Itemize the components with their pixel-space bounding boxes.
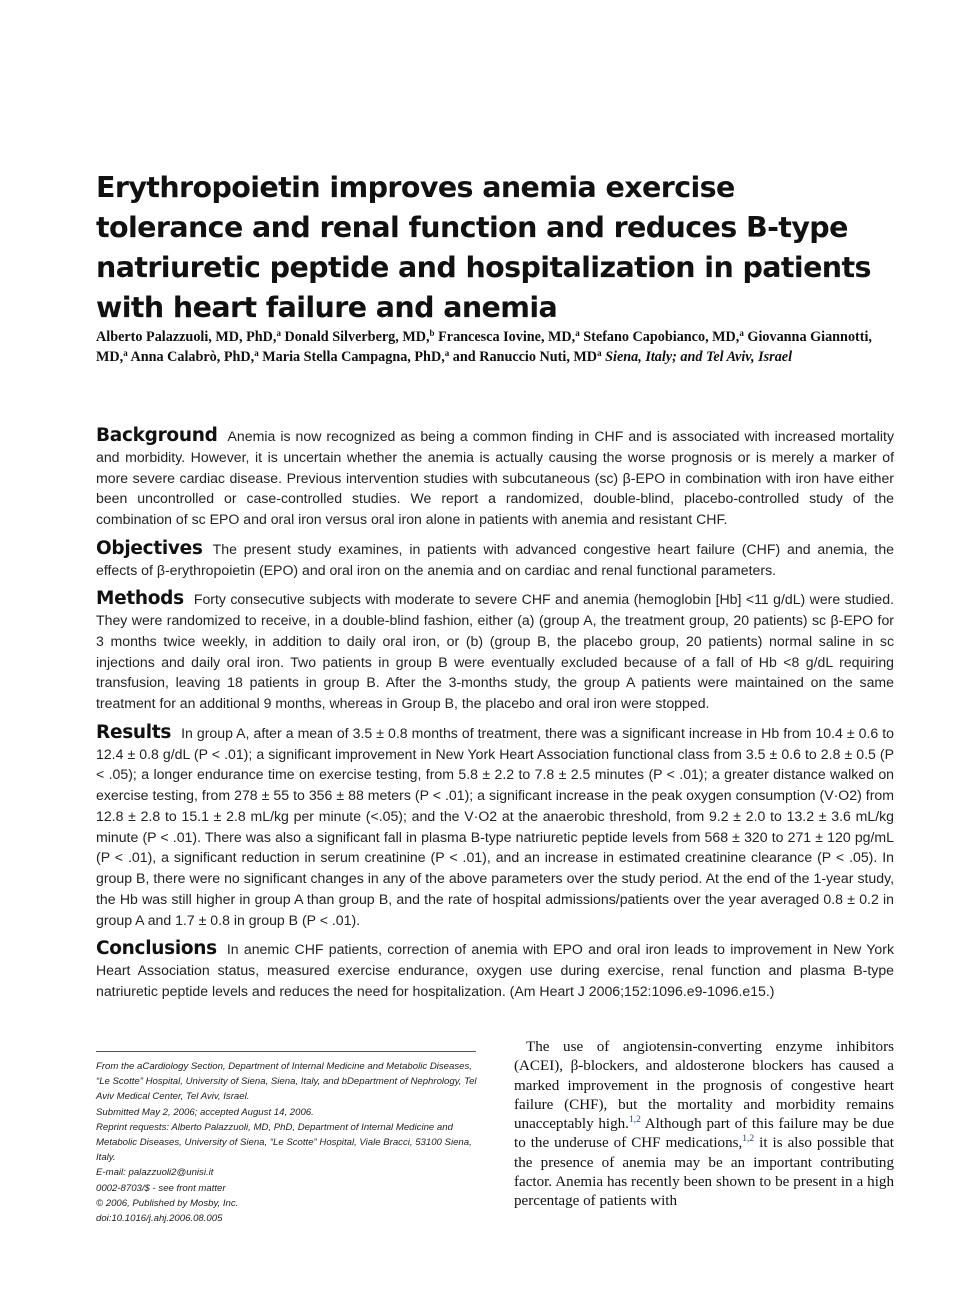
author: Stefano Capobianco, MD, xyxy=(583,329,740,345)
footnote-email: E-mail: palazzuoli2@unisi.it xyxy=(96,1167,214,1179)
affiliation-mark: a xyxy=(254,347,259,358)
author-list xyxy=(96,328,906,367)
affiliation-mark: b xyxy=(429,328,435,338)
affiliation-mark: a xyxy=(276,328,281,338)
intro-paragraph xyxy=(514,1038,894,1212)
section-heading: Objectives xyxy=(96,537,203,559)
intro-text: Although part of this failure may be due to the underuse of CHF medications, xyxy=(514,1116,895,1152)
footnote-copyright: © 2006, Published by Mosby, Inc. xyxy=(96,1197,239,1209)
footnote-divider xyxy=(96,1051,476,1052)
section-text: In anemic CHF patients, correction of anemia with EPO and oral iron leads to improvement in New York Heart Association status, measured exercise endurance, oxygen use during exercise, renal function and plasma B-type natriuretic peptide levels and reduces the need for hospitalization. (Am Heart J 2006;152:1096.e9-1096.e15.) xyxy=(96,941,894,999)
footnote-affiliations: From the aCardiology Section, Department of Internal Medicine and Metabolic Diseases, “Le Scotte” Hospital, University of Siena, Siena, Italy, and bDepartment of Nephrology, Tel Aviv Medical Center, Tel Aviv, Israel. xyxy=(96,1061,477,1103)
intro-text: The use of angiotensin-converting enzyme inhibitors (ACEI), β-blockers, and aldosterone blockers has caused a marked improvement in the prognosis of congestive heart failure (CHF), but the mortality and morbidity remains unacceptably high. xyxy=(514,1039,894,1133)
author: Maria Stella Campagna, PhD, xyxy=(262,348,445,365)
author: Anna Calabrò, PhD, xyxy=(130,348,255,365)
affiliation-mark: a xyxy=(739,328,744,338)
section-heading: Background xyxy=(96,425,218,446)
affiliation-mark: a xyxy=(597,347,602,358)
affiliation-mark: a xyxy=(575,328,580,338)
section-text: In group A, after a mean of 3.5 ± 0.8 months of treatment, there was a significant increase in Hb from 10.4 ± 0.6 to 12.4 ± 0.8 g/dL (P < .01); a significant improvement in New York Heart Association functional class from 3.5 ± 0.6 to 2.8 ± 0.5 (P < .05); a longer endurance time on exercise testing, from 5.8 ± 2.2 to 7.8 ± 2.5 minutes (P < .01); a greater distance walked on exercise testing, from 278 ± 55 to 356 ± 88 meters (P < .01); a significant increase in the peak oxygen consumption (V·O2) from 12.8 ± 2.8 to 15.1 ± 2.8 mL/kg per minute (<.05); and the V·O2 at the anaerobic threshold, from 9.2 ± 2.0 to 13.2 ± 3.6 mL/kg minute (P < .01). There was also a significant fall in plasma B-type natriuretic peptide levels from 568 ± 320 to 271 ± 120 pg/mL (P < .01), a significant reduction in serum creatinine (P < .01), and an increase in estimated creatinine clearance (P < .05). In group B, there were no significant changes in any of the above parameters over the study period. At the end of the 1-year study, the Hb was still higher in group A than group B, and the rate of hospital admissions/patients over the year averaged 0.8 ± 0.2 in group A and 1.7 ± 0.8 in group B (P < .01). xyxy=(96,724,894,928)
affiliation-mark: a xyxy=(444,347,450,358)
article-title: Erythropoietin improves anemia exercise tolerance and renal function and reduces B-type natriuretic peptide and hospitalization in patients with heart failure and anemia xyxy=(96,171,871,324)
abstract-methods xyxy=(96,589,894,714)
section-text: Anemia is now recognized as being a common finding in CHF and is associated with increased mortality and morbidity. However, it is uncertain whether the anemia is actually causing the worse prognosis or is merely a marker of more severe cardiac disease. Previous intervention studies with subcutaneous (sc) β-EPO in combination with iron have either been uncontrolled or case-controlled studies. We report a randomized, double-blind, placebo-controlled study of the combination of sc EPO and oral iron versus oral iron alone in patients with anemia and resistant CHF. xyxy=(96,428,894,527)
author: and Ranuccio Nuti, MD xyxy=(452,348,598,365)
footnote-dates: Submitted May 2, 2006; accepted August 14, 2006. xyxy=(96,1106,314,1118)
author: Donald Silverberg, MD, xyxy=(284,329,430,345)
abstract xyxy=(96,426,894,1011)
abstract-conclusions xyxy=(96,939,894,1001)
author: Francesca Iovine, MD, xyxy=(438,329,576,345)
abstract-objectives xyxy=(96,539,894,581)
author-location: Siena, Italy; and Tel Aviv, Israel xyxy=(605,348,793,365)
citation-link[interactable]: 1,2 xyxy=(742,1134,755,1145)
affiliation-mark: a xyxy=(123,347,128,358)
section-text: Forty consecutive subjects with moderate to severe CHF and anemia (hemoglobin [Hb] <11 g/dL) were studied. They were randomized to receive, in a double-blind fashion, either (a) (group A, the treatment group, 20 patients) sc β-EPO for 3 months twice weekly, in addition to daily oral iron, or (b) (group B, the placebo group, 20 patients) normal saline in sc injections and daily oral iron. Two patients in group B were eventually excluded because of a fall of Hb <8 g/dL requiring transfusion, leaving 18 patients in group B. After the 3-months study, the group A patients were maintained on the same treatment for an additional 9 months, whereas in Group B, the placebo and oral iron were stopped. xyxy=(96,591,894,711)
section-heading: Results xyxy=(96,721,172,743)
section-text: The present study examines, in patients with advanced congestive heart failure (CHF) and anemia, the effects of β-erythropoietin (EPO) and oral iron on the anemia and on cardiac and renal functional parameters. xyxy=(96,540,894,578)
abstract-background xyxy=(96,426,894,530)
intro-text: it is also possible that the presence of anemia may be an important contributing factor. Anemia has recently been shown to be present in a high percentage of patients with xyxy=(514,1135,894,1210)
footnote-issn: 0002-8703/$ - see front matter xyxy=(96,1182,226,1194)
footnotes xyxy=(96,1059,478,1226)
citation-link[interactable]: 1,2 xyxy=(628,1115,641,1126)
footnote-reprint: Reprint requests: Alberto Palazzuoli, MD, PhD, Department of Internal Medicine and Metabolic Diseases, University of Siena, “Le Scotte” Hospital, Viale Bracci, 53100 Siena, Italy. xyxy=(96,1121,472,1164)
footnote-doi: doi:10.1016/j.ahj.2006.08.005 xyxy=(96,1213,223,1225)
section-heading: Conclusions xyxy=(96,938,217,960)
author: Alberto Palazzuoli, MD, PhD, xyxy=(96,329,277,345)
abstract-results xyxy=(96,723,894,931)
author: Giovanna Giannotti, MD, xyxy=(96,329,872,365)
section-heading: Methods xyxy=(96,588,184,610)
